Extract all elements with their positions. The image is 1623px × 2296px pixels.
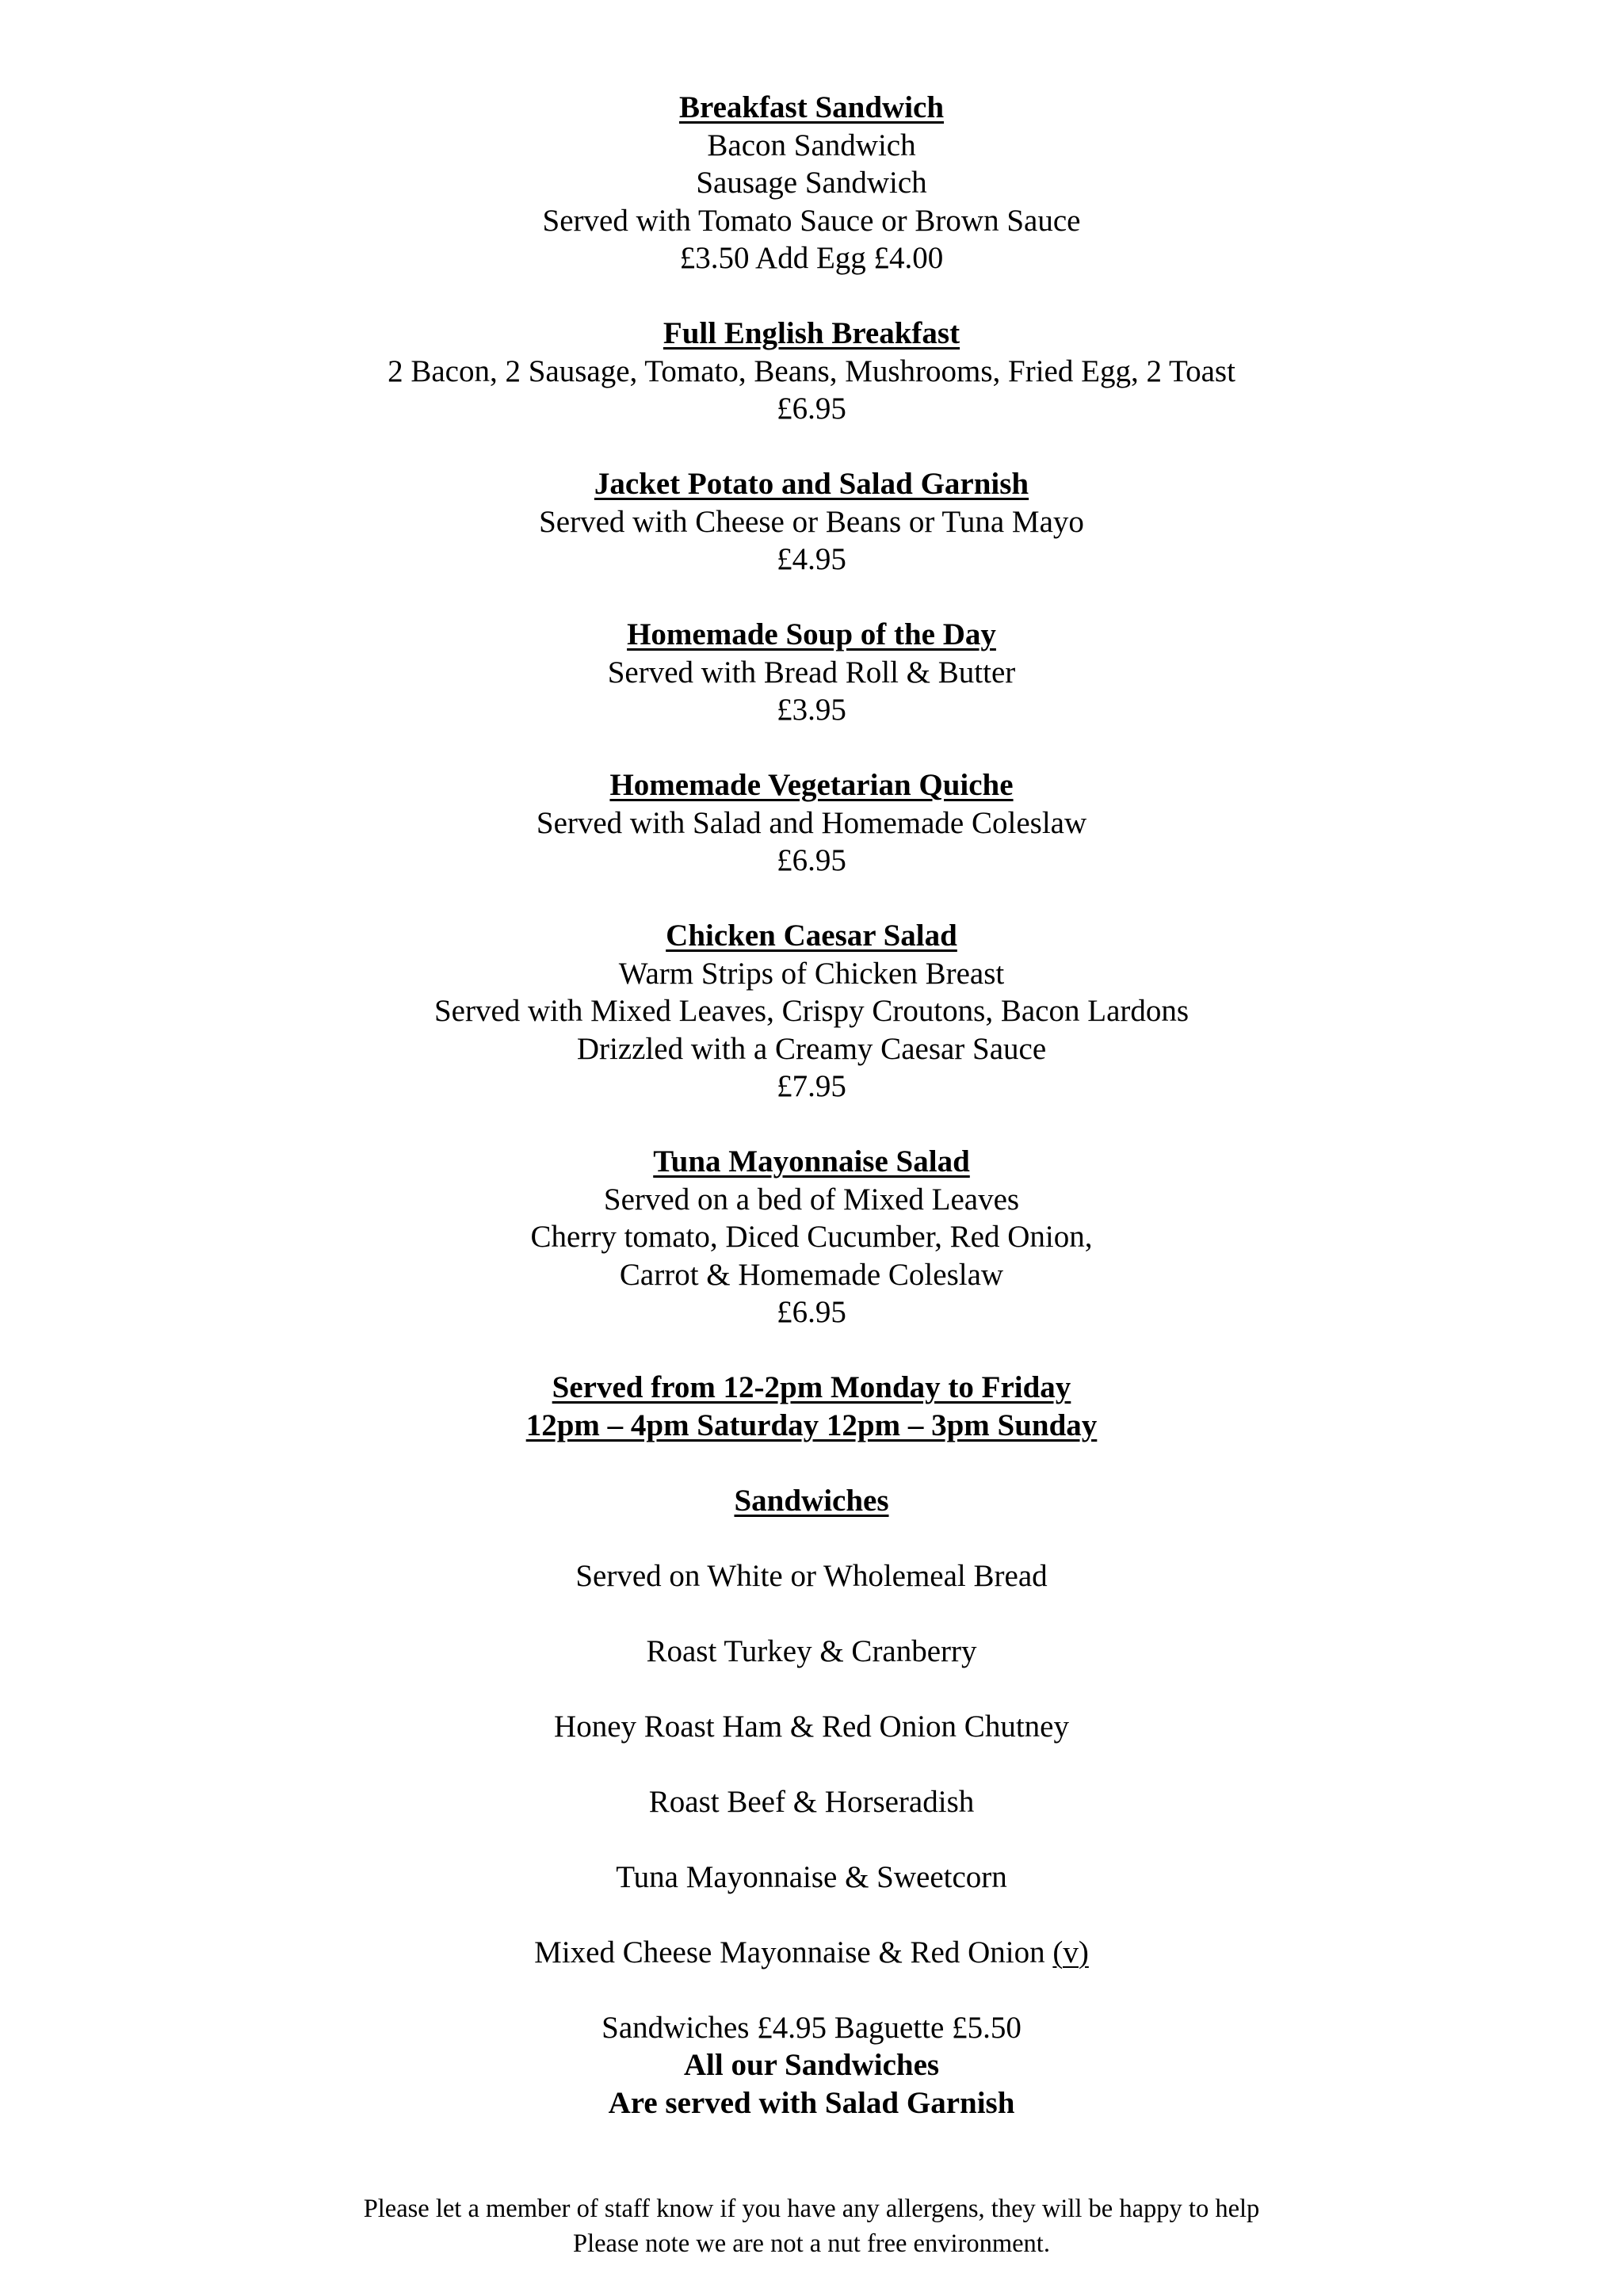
menu-page (0, 89, 1623, 2122)
spacer (0, 277, 1623, 315)
spacer (0, 579, 1623, 617)
sandwich-item-label: Mixed Cheese Mayonnaise & Red Onion (534, 1935, 1045, 1969)
section-quiche (0, 766, 1623, 880)
menu-line: Carrot & Homemade Coleslaw (619, 1257, 1004, 1292)
menu-line: 2 Bacon, 2 Sausage, Tomato, Beans, Mushrooms, Fried Egg, 2 Toast (388, 353, 1235, 388)
spacer (0, 1106, 1623, 1144)
spacer (0, 1519, 1623, 1557)
menu-line: Sausage Sandwich (696, 166, 927, 200)
spacer (0, 1896, 1623, 1934)
section-title: Tuna Mayonnaise Salad (653, 1144, 970, 1179)
section-title: Jacket Potato and Salad Garnish (594, 467, 1029, 501)
section-full-english (0, 315, 1623, 428)
hours-line: 12pm – 4pm Saturday 12pm – 3pm Sunday (525, 1408, 1098, 1442)
section-title: Homemade Vegetarian Quiche (609, 768, 1014, 802)
menu-line: Served with Cheese or Beans or Tuna Mayo (539, 504, 1084, 539)
spacer (0, 880, 1623, 918)
section-caesar-salad (0, 917, 1623, 1106)
spacer (0, 1670, 1623, 1708)
price-line: £3.95 (777, 693, 846, 727)
spacer (0, 1745, 1623, 1783)
price-line: £7.95 (777, 1069, 846, 1103)
sandwich-item: Honey Roast Ham & Red Onion Chutney (554, 1709, 1069, 1744)
menu-line: Served on a bed of Mixed Leaves (603, 1182, 1020, 1217)
sandwich-note: All our Sandwiches (683, 2048, 940, 2082)
section-title: Homemade Soup of the Day (627, 617, 996, 651)
vegetarian-mark: (v) (1052, 1935, 1089, 1969)
spacer (0, 1820, 1623, 1859)
sandwich-item: Roast Beef & Horseradish (648, 1784, 975, 1819)
section-tuna-salad (0, 1143, 1623, 1331)
spacer (0, 428, 1623, 466)
sandwich-item-vegetarian (0, 1934, 1623, 1972)
section-title: Full English Breakfast (663, 316, 960, 350)
sandwich-note: Are served with Salad Garnish (608, 2085, 1015, 2120)
section-breakfast-sandwich (0, 89, 1623, 277)
bread-line: Served on White or Wholemeal Bread (575, 1558, 1048, 1593)
section-sandwiches (0, 1482, 1623, 2122)
section-title: Chicken Caesar Salad (666, 919, 957, 953)
section-jacket-potato (0, 465, 1623, 579)
section-title: Breakfast Sandwich (678, 90, 945, 124)
allergen-note: Please let a member of staff know if you have any allergens, they will be happy to help (363, 2195, 1260, 2223)
price-line: Sandwiches £4.95 Baguette £5.50 (601, 2010, 1022, 2045)
serving-hours (0, 1369, 1623, 1444)
price-line: £6.95 (777, 1295, 846, 1329)
menu-line: Served with Bread Roll & Butter (607, 655, 1016, 690)
menu-line: Served with Salad and Homemade Coleslaw (536, 805, 1087, 840)
price-line: £3.50 Add Egg £4.00 (679, 241, 944, 275)
sandwich-item: Tuna Mayonnaise & Sweetcorn (616, 1859, 1007, 1894)
spacer (0, 1971, 1623, 2009)
allergen-footer (0, 2191, 1623, 2261)
sandwich-item: Roast Turkey & Cranberry (646, 1633, 977, 1668)
price-line: £6.95 (777, 843, 846, 877)
section-title: Sandwiches (734, 1483, 889, 1518)
price-line: £4.95 (777, 542, 846, 576)
menu-line: Cherry tomato, Diced Cucumber, Red Onion, (530, 1220, 1093, 1254)
spacer (0, 1595, 1623, 1633)
menu-line: Drizzled with a Creamy Caesar Sauce (576, 1031, 1047, 1066)
spacer (0, 1444, 1623, 1482)
nut-note: Please note we are not a nut free environment. (573, 2229, 1050, 2258)
price-line: £6.95 (777, 392, 846, 426)
spacer (0, 1331, 1623, 1370)
menu-line: Bacon Sandwich (707, 128, 916, 162)
hours-line: Served from 12-2pm Monday to Friday (552, 1370, 1071, 1404)
spacer (0, 729, 1623, 767)
menu-line: Warm Strips of Chicken Breast (618, 956, 1005, 991)
menu-line: Served with Mixed Leaves, Crispy Croutons, Bacon Lardons (433, 994, 1190, 1028)
menu-line: Served with Tomato Sauce or Brown Sauce (542, 203, 1081, 238)
section-soup (0, 616, 1623, 729)
